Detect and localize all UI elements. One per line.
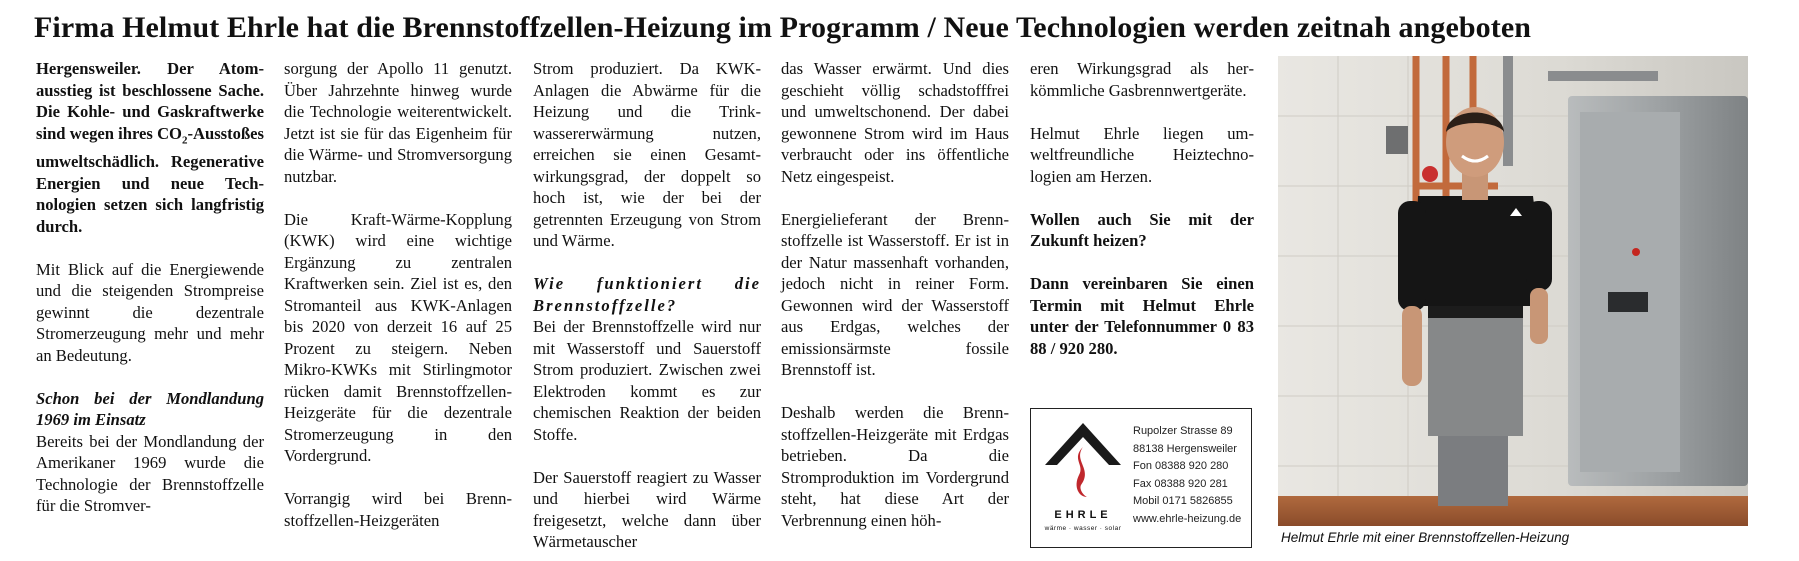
photo-caption: Helmut Ehrle mit einer Brennstoffzellen-Heizung [1281,530,1570,545]
paragraph: sorgung der Apollo 11 genutzt. Über Jahrzehnte hinweg wurde die Technologie weiterentwickelt. Jetzt ist sie für das Eigenheim für die Wärme- und Stromversorgung nutzbar. [284,59,512,186]
paragraph: Der Sauerstoff reagiert zu Wasser und hierbei wird Wärme freigesetzt, welche dann über Wärmetauscher [533,467,761,551]
ad-phone: Fon 08388 920 280 [1133,460,1229,472]
column-5 [1030,58,1254,359]
ehrle-logo-icon [1039,417,1123,541]
column-2 [284,58,512,531]
paragraph: Bei der Brennstoffzelle wird nur mit Wasserstoff und Sauerstoff Strom produziert. Zwischen zwei Elektroden kommt es zur chemischen Reaktion der beiden Stoffe. [533,317,761,444]
paragraph: eren Wirkungsgrad als herkömmliche Gasbrennwertgeräte. [1030,59,1254,100]
flame-shape [1077,447,1087,497]
ad-brand-name: EHRLE [1054,509,1112,521]
paragraph: Vorrangig wird bei Brennstoffzellen-Heizgeräten [284,489,512,530]
paragraph: Strom produziert. Da KWK-Anlagen die Abwärme für die Heizung und die Trinkwassererwärmung nutzen, erreichen sie einen Gesamtwirkungsgrad, der doppelt so hoch ist, wie der bei der getrennten Erzeugung von Strom und Wärme. [533,59,761,250]
lead-text-2: -Ausstoßes umweltschädlich. Regenerative Energien und neue Technologien setzen sich langfristig durch. [36,123,264,236]
ad-fax: Fax 08388 920 281 [1133,477,1228,490]
paragraph: Deshalb werden die Brennstoffzellen-Heizgeräte mit Erdgas betrieben. Da die Stromproduktion im Vordergrund steht, hat diese Art der Verbrennung einen höh- [781,403,1009,530]
paragraph: Mit Blick auf die Energiewende und die steigenden Strompreise gewinnt die dezentrale Stromerzeugung mehr und mehr an Bedeutung. [36,259,264,365]
man-with-fuel-cell-heater-icon [1278,56,1748,526]
subheading: Wie funktioniert die Brennstoffzelle? [533,274,761,315]
paragraph: Helmut Ehrle liegen umweltfreundliche Heiztechnologien am Herzen. [1030,123,1254,186]
ad-address-street: Rupolzer Strasse 89 [1133,425,1233,437]
ad-website: www.ehrle-heizung.de [1133,512,1242,525]
advertisement-box [1030,408,1252,548]
paragraph: Bereits bei der Mondlandung der Amerikaner 1969 wurde die Technologie der Brennstoffzelle für die Stromver- [36,431,264,516]
photo [1278,56,1748,526]
paragraph: Energielieferant der Brennstoffzelle ist Wasserstoff. Er ist in der Natur massenhaft vorhanden, jedoch nicht in reiner Form. Gewonnen wird der Wasserstoff aus Erdgas, welches der emissionsärmste fossile Brennstoff ist. [781,209,1009,379]
ad-contact-block [1133,423,1251,528]
ad-address-city: 88138 Hergensweiler [1133,442,1237,455]
lead-text-1: Hergensweiler. Der Atomausstieg ist beschlossene Sache. Die Kohle- und Gaskraftwerke sind wegen ihres CO [36,59,264,143]
paragraph: das Wasser erwärmt. Und dies geschieht völlig schadstofffrei und umweltschonend. Der dabei gewonnene Strom wird im Haus verbraucht oder ins öffentliche Netz eingespeist. [781,59,1009,186]
call-to-action-question: Wollen auch Sie mit der Zukunft heizen? [1030,209,1254,250]
ad-mobile: Mobil 0171 5826855 [1133,495,1233,507]
ad-tagline: wärme · wasser · solar [1044,525,1122,532]
lead-subscript: 2 [181,133,188,146]
roof-shape [1045,423,1121,465]
subheading: Schon bei der Mondlandung 1969 im Einsatz [36,388,264,430]
headline: Firma Helmut Ehrle hat die Brennstoffzellen-Heizung im Programm / Neue Technologien werden zeitnah angeboten [34,11,1532,44]
column-3 [533,58,761,553]
call-to-action-phone: Dann vereinbaren Sie einen Termin mit Helmut Ehrle unter der Telefonnummer 0 83 88 / 920 280. [1030,274,1254,358]
column-1 [36,58,264,517]
lead-paragraph [36,58,264,237]
paragraph: Die Kraft-Wärme-Kopplung (KWK) wird eine wichtige Ergänzung zu zentralen Kraftwerken sein. Ziel ist es, den Stromanteil aus KWK-Anlagen bis 2020 von derzeit 16 auf 25 Prozent zu steigern. Neben Mikro-KWKs mit Stirlingmotor rücken damit Brennstoffzellen-Heizgeräte für die dezentrale Stromerzeugung in den Vordergrund. [284,209,512,465]
column-4 [781,58,1009,531]
